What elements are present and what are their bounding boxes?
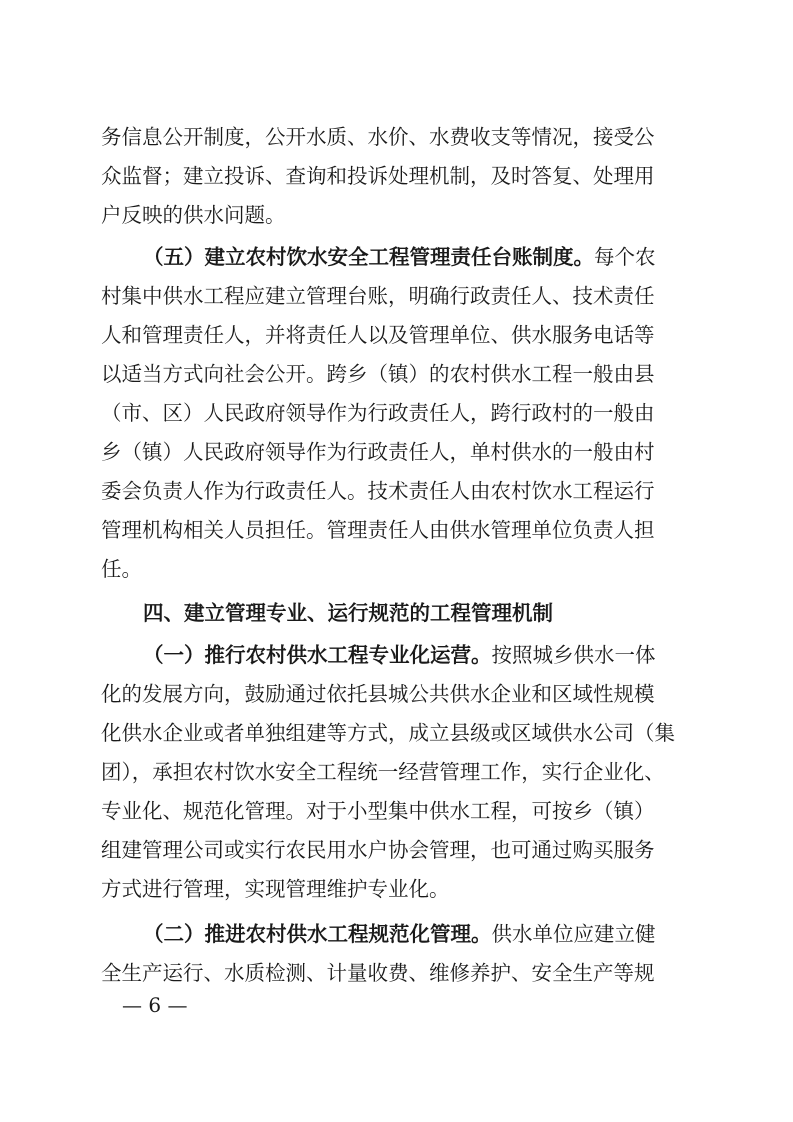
- line-text: 专业化、规范化管理。对于小型集中供水工程，可按乡（镇）: [101, 799, 655, 823]
- line-text: （市、区）人民政府领导作为行政责任人，跨行政村的一般由: [101, 401, 655, 425]
- line-text: 以适当方式向社会公开。跨乡（镇）的农村供水工程一般由县: [101, 362, 655, 386]
- text-line: [101, 835, 695, 865]
- line-text: 全生产运行、水质检测、计量收费、维修养护、安全生产等规: [101, 961, 655, 985]
- section-heading: [143, 598, 695, 628]
- line-text: 人和管理责任人，并将责任人以及管理单位、供水服务电话等: [101, 323, 655, 347]
- text-line: [101, 398, 695, 428]
- text-line: [101, 515, 695, 545]
- line-text: 委会负责人作为行政责任人。技术责任人由农村饮水工程运行: [101, 479, 655, 503]
- line-text: 务信息公开制度，公开水质、水价、水费收支等情况，接受公: [101, 125, 655, 149]
- line-text: 化的发展方向，鼓励通过依托县城公共供水企业和区域性规模: [101, 682, 655, 706]
- line-text: 村集中供水工程应建立管理台账，明确行政责任人、技术责任: [101, 284, 655, 308]
- line-text: 化供水企业或者单独组建等方式，成立县级或区域供水公司（集: [101, 721, 675, 745]
- line-text: 方式进行管理，实现管理维护专业化。: [101, 877, 450, 901]
- text-line: [101, 757, 695, 787]
- text-line: [101, 161, 695, 191]
- page-number: — 6 —: [122, 993, 188, 1017]
- text-line: [101, 200, 695, 230]
- text-line: [101, 958, 695, 988]
- line-text: 按照城乡供水一体: [491, 643, 656, 667]
- line-text: 组建管理公司或实行农民用水户协会管理，也可通过购买服务: [101, 838, 655, 862]
- heading-text: 四、建立管理专业、运行规范的工程管理机制: [143, 601, 553, 625]
- text-line: [101, 437, 695, 467]
- text-line: [143, 919, 695, 949]
- text-line: [101, 122, 695, 152]
- paragraph-lead: （五）建立农村饮水安全工程管理责任台账制度。: [143, 245, 594, 269]
- paragraph-lead: （一）推行农村供水工程专业化运营。: [143, 643, 492, 667]
- text-line: [101, 874, 695, 904]
- text-line: [101, 718, 695, 748]
- text-line: [101, 476, 695, 506]
- text-line: [143, 242, 695, 272]
- line-text: 每个农: [594, 245, 656, 269]
- line-text: 管理机构相关人员担任。管理责任人由供水管理单位负责人担: [101, 518, 655, 542]
- text-line: [101, 320, 695, 350]
- text-line: [101, 679, 695, 709]
- line-text: 乡（镇）人民政府领导作为行政责任人，单村供水的一般由村: [101, 440, 655, 464]
- text-line: [143, 640, 695, 670]
- line-text: 供水单位应建立健: [491, 922, 656, 946]
- text-line: [101, 359, 695, 389]
- line-text: 户反映的供水问题。: [101, 203, 286, 227]
- line-text: 团），承担农村饮水安全工程统一经营管理工作，实行企业化、: [101, 760, 665, 784]
- line-text: 任。: [101, 557, 142, 581]
- text-line: [101, 554, 695, 584]
- text-line: [101, 796, 695, 826]
- paragraph-lead: （二）推进农村供水工程规范化管理。: [143, 922, 492, 946]
- line-text: 众监督；建立投诉、查询和投诉处理机制，及时答复、处理用: [101, 164, 655, 188]
- text-line: [101, 281, 695, 311]
